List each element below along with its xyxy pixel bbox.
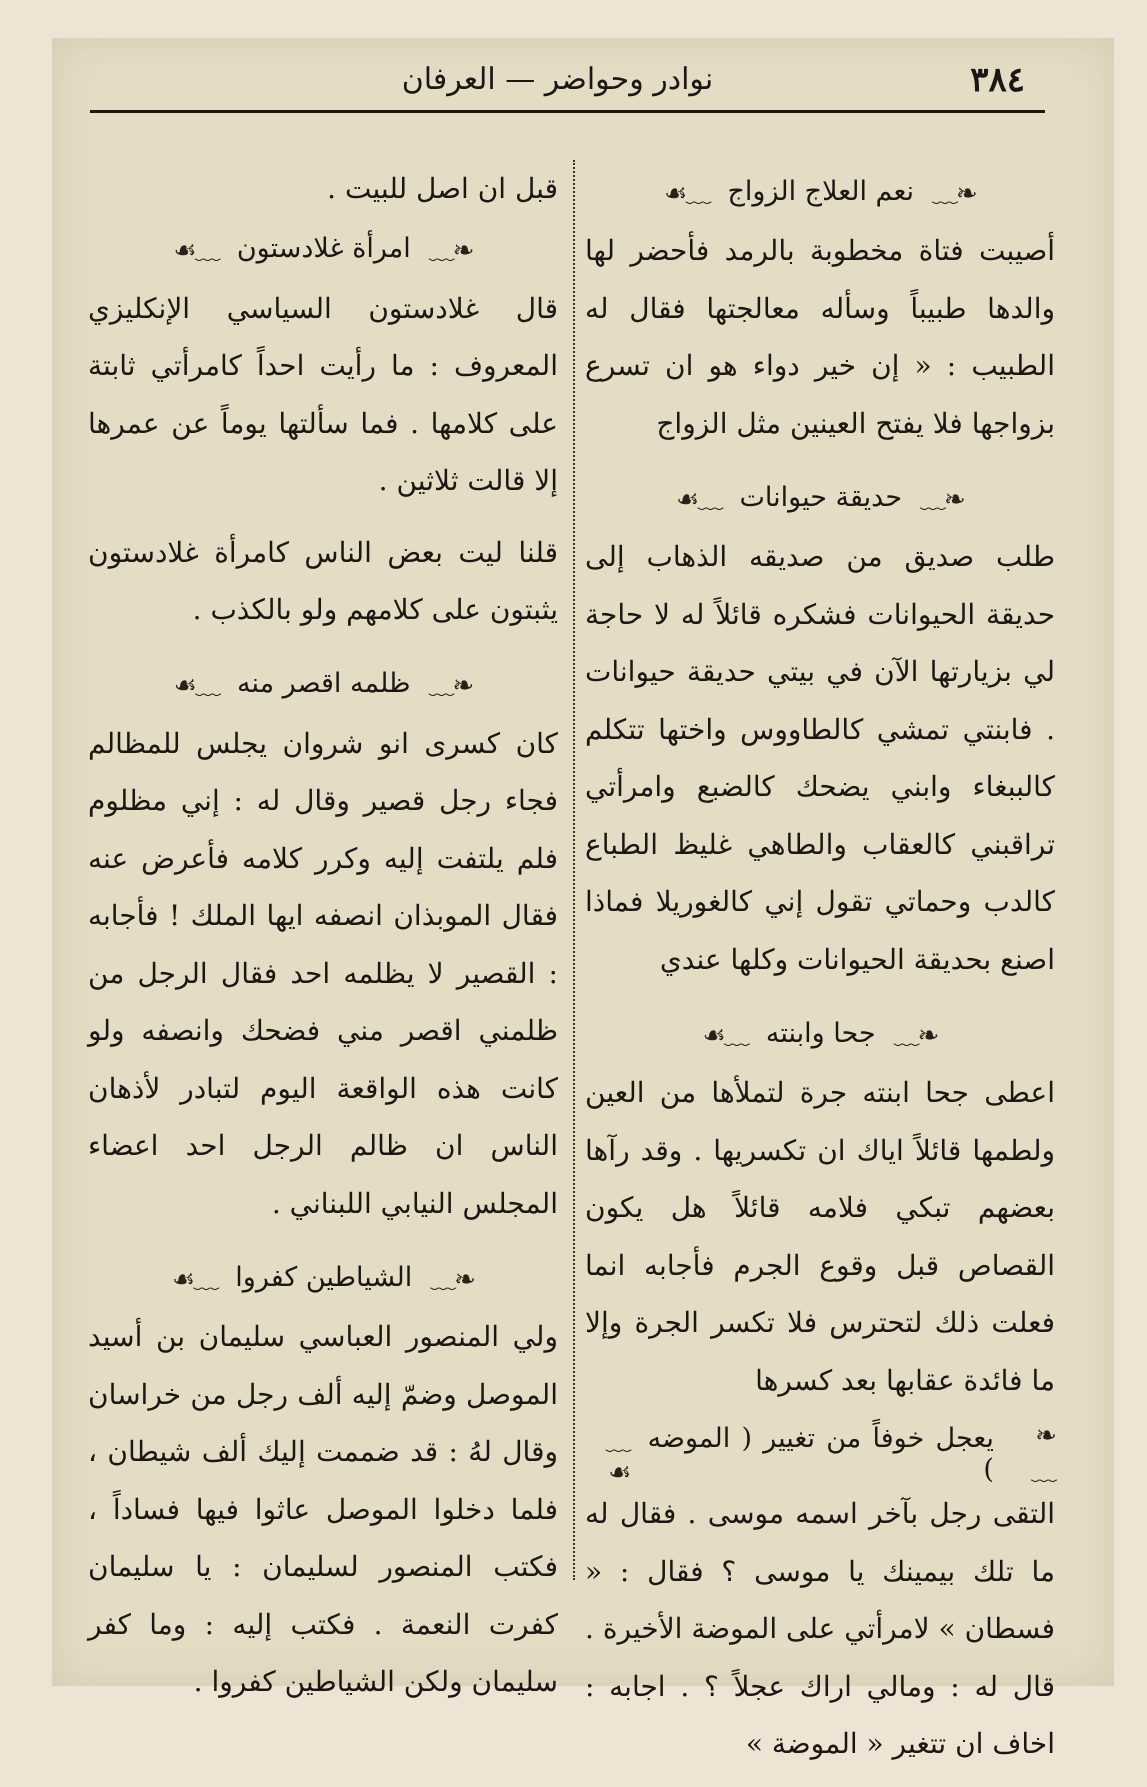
article-title: نعم العلاج الزواج [727,175,915,207]
article-title: جحا وابنته [765,1017,876,1049]
ornament-icon: ❧﹏ [430,1264,475,1295]
article-title: يعجل خوفاً من تغيير ( الموضه ) [647,1423,994,1485]
ornament-icon: ❧﹏ [932,178,976,209]
right-column [585,160,1055,1787]
article-heading [88,1246,558,1308]
ornament-icon: ❧﹏ [1030,1420,1055,1487]
article-heading [585,466,1055,528]
article-title: الشياطين كفروا [235,1261,413,1293]
ornament-icon: ﹏☙ [173,236,219,266]
column-divider [573,160,575,1580]
article-text: أصيبت فتاة مخطوبة بالرمد فأحضر لها والدها طبيباً وسأله معالجتها فقال له الطبيب : « إن خير دواء هو ان تسرع بزواجها فلا يفتح العينين مثل الزواج [585,234,1055,440]
ornament-icon: ﹏☙ [605,1426,630,1488]
ornament-icon: ﹏☙ [664,178,710,209]
article-title: حديقة حيوانات [739,481,903,513]
article-text: كان كسرى انو شروان يجلس للمظالم فجاء رجل قصير وقال له : إني مظلوم فلم يلتفت إليه وكرر كلامه فأعرض عنه فقال الموبذان انصفه ايها الملك ! فأجابه : القصير لا يظلمه احد فقال الرجل من ظلمني اقصر مني فضحك وانصفه ولو كانت هذه الواقعة اليوم لتبادر لأذهان الناس ان ظالم الرجل احد اعضاء المجلس النيابي اللبناني . [88,726,558,1220]
ornament-icon: ﹏☙ [171,1264,218,1295]
article-text: طلب صديق من صديقه الذهاب إلى حديقة الحيوانات فشكره قائلاً له لا حاجة لي بزيارتها الآن في بيتي حديقة حيوانات . فابنتي تمشي كالطاووس واختها تتكلم كالببغاء وابني يضحك كالضبع وامرأتي تراقبني كالعقاب والطاهي غليظ الطباع كالدب وحماتي تقول إني كالغوريلا فماذا اصنع بحديقة الحيوانات وكلها عندي [585,540,1055,976]
ornament-icon: ﹏☙ [702,1020,748,1051]
ornament-icon: ❧﹏ [920,484,964,515]
article-text: قلنا ليت بعض الناس كامرأة غلادستون يثبتون على كلامهم ولو بالكذب . [88,535,558,626]
article-title: امرأة غلادستون [236,233,411,264]
ornament-icon: ❧﹏ [428,236,473,266]
article-text: ولي المنصور العباسي سليمان بن أسيد الموصل وضمّ إليه ألف رجل من خراسان وقال لهُ : قد ضممت إليك ألف شيطان ، فلما دخلوا الموصل عاثوا فيها فساداً ، فكتب المنصور لسليمان : يا سليمان كفرت النعمة . فكتب إليه : وما كفر سليمان ولكن الشياطين كفروا . [88,1320,558,1698]
article [585,466,1055,988]
left-column [88,160,558,1725]
article-text: قال غلادستون السياسي الإنكليزي المعروف : ما رأيت احداً كامرأتي ثابتة على كلامها . فما سألتها يوماً عن عمرها إلا قالت ثلاثين . [88,291,558,497]
ornament-icon: ❧﹏ [893,1020,938,1051]
ornament-icon: ❧﹏ [428,671,473,701]
article-heading [585,1420,1055,1488]
article [585,160,1055,452]
page-number: ٣٨٤ [970,60,1025,100]
article [585,1420,1055,1773]
article-heading [88,218,558,280]
article [88,218,558,510]
ornament-icon: ﹏☙ [676,484,722,515]
article-text: اعطى جحا ابنته جرة لتملأها من العين ولطمها قائلاً اياك ان تكسريها . وقد رآها بعضهم تبكي فلامه قائلاً هل يكون القصاص قبل وقوع الجرم فأجابه انما فعلت ذلك لتحترس فلا تكسر الجرة وإلا ما فائدة عقابها بعد كسرها [585,1076,1055,1397]
article-title: ظلمه اقصر منه [237,668,411,699]
continued-text: قبل ان اصل للبيت . [327,172,558,205]
ornament-icon: ﹏☙ [173,671,220,701]
article [585,1002,1055,1409]
article [88,653,558,1233]
header-rule [90,110,1045,113]
article-heading [585,160,1055,222]
article-text: التقى رجل بآخر اسمه موسى . فقال له ما تلك بيمينك يا موسى ؟ فقال : « فسطان » لامرأتي على الموضة الأخيرة . قال له : ومالي اراك عجلاً ؟ . اجابه : اخاف ان تتغير « الموضة » [585,1497,1055,1760]
page-header [90,56,1025,106]
running-title: نوادر وحواضر — العرفان [401,62,714,97]
article [88,1246,558,1711]
article-note [88,524,558,639]
article-heading [88,653,558,715]
article-heading [585,1002,1055,1064]
